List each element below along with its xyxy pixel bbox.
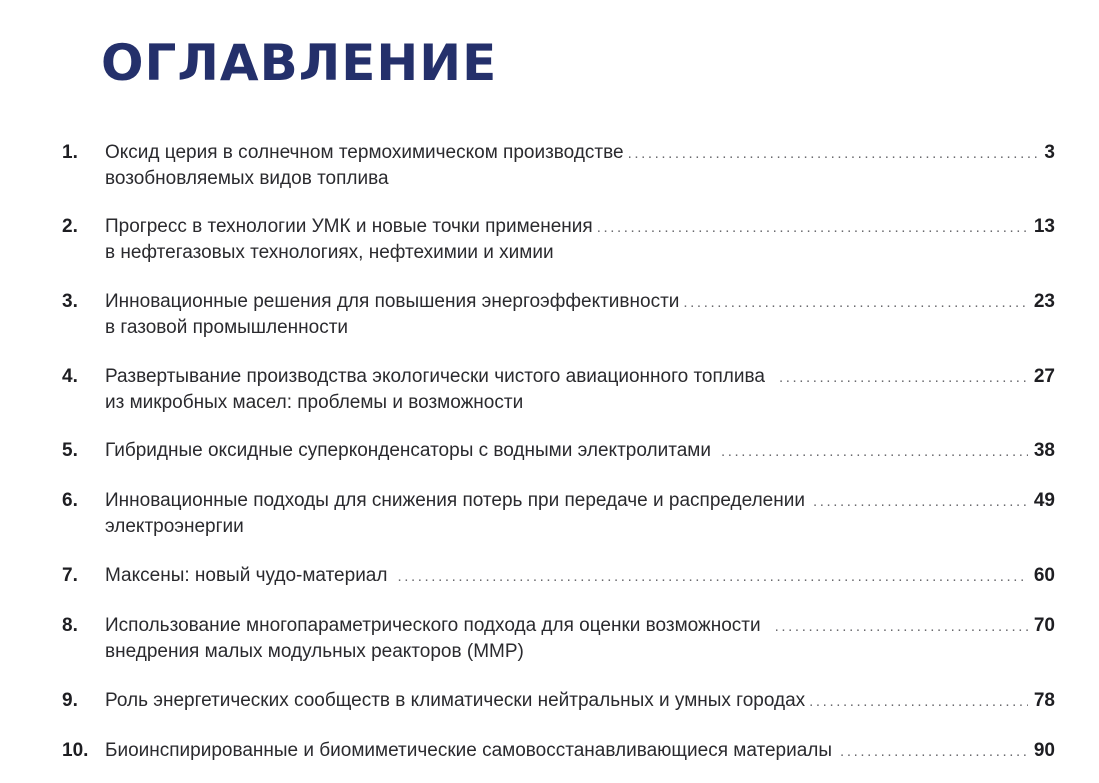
dot-leader [597,215,1028,240]
toc-entry-3[interactable] [62,289,1055,340]
toc-entry-page-number: 13 [1033,216,1055,237]
toc-entry-page-number: 60 [1033,565,1055,586]
dot-leader [840,739,1028,764]
toc-entry-title-continuation: в нефтегазовых технологиях, нефтехимии и химии [105,242,554,263]
toc-entry-1[interactable] [62,140,1055,191]
dot-leader [813,489,1028,514]
dot-leader [809,689,1028,714]
toc-entry-title: Прогресс в технологии УМК и новые точки применения [105,216,593,237]
dot-leader [397,564,1027,589]
toc-entry-number: 6. [62,490,78,511]
dot-leader [628,141,1039,166]
dot-leader [721,439,1028,464]
toc-entry-title: Инновационные подходы для снижения потерь при передаче и распределении [105,490,805,511]
toc-entry-8[interactable] [62,613,1055,664]
toc-entry-title: Роль энергетических сообществ в климатически нейтральных и умных городах [105,690,806,711]
toc-entry-title-continuation: возобновляемых видов топлива [105,168,389,189]
toc-entry-page-number: 90 [1033,740,1055,761]
toc-entry-number: 9. [62,690,78,711]
toc-entry-number: 7. [62,565,78,586]
toc-entry-page-number: 70 [1033,615,1055,636]
toc-entry-title: Развертывание производства экологически чистого авиационного топлива [105,366,765,387]
toc-entry-page-number: 78 [1033,690,1055,711]
page-title: ОГЛАВЛЕНИЕ [101,34,498,92]
toc-entry-page-number: 3 [1044,142,1055,163]
toc-entry-4[interactable] [62,364,1055,415]
toc-entry-title: Биоинспирированные и биомиметические самовосстанавливающиеся материалы [105,740,833,761]
toc-entry-page-number: 49 [1033,490,1055,511]
toc-entry-number: 5. [62,440,78,461]
toc-entry-2[interactable] [62,214,1055,265]
toc-entry-number: 2. [62,216,78,237]
toc-entry-title: Инновационные решения для повышения энергоэффективности [105,291,680,312]
toc-entry-title-continuation: внедрения малых модульных реакторов (ММР) [105,641,524,662]
toc-entry-title-continuation: из микробных масел: проблемы и возможности [105,392,524,413]
toc-entry-title: Гибридные оксидные суперконденсаторы с водными электролитами [105,440,711,461]
toc-entry-9[interactable] [62,688,1055,714]
toc-entry-page-number: 27 [1033,366,1055,387]
toc-entry-7[interactable] [62,563,1055,589]
toc-entry-title-continuation: электроэнергии [105,516,244,537]
dot-leader [775,614,1028,639]
toc-entry-number: 10. [62,740,89,761]
toc-entry-number: 8. [62,615,78,636]
toc-entry-10[interactable] [62,738,1055,764]
toc-entry-number: 3. [62,291,78,312]
toc-entry-5[interactable] [62,438,1055,464]
toc-entry-title-continuation: в газовой промышленности [105,317,349,338]
toc-entry-page-number: 38 [1033,440,1055,461]
toc-entry-title: Максены: новый чудо-материал [105,565,388,586]
toc-entry-6[interactable] [62,488,1055,539]
toc-entry-title: Использование многопараметрического подхода для оценки возможности [105,615,761,636]
toc-entry-number: 4. [62,366,78,387]
toc-entry-number: 1. [62,142,78,163]
dot-leader [779,365,1028,390]
toc-entry-page-number: 23 [1033,291,1055,312]
toc-entry-title: Оксид церия в солнечном термохимическом производстве [105,142,624,163]
dot-leader [683,290,1027,315]
